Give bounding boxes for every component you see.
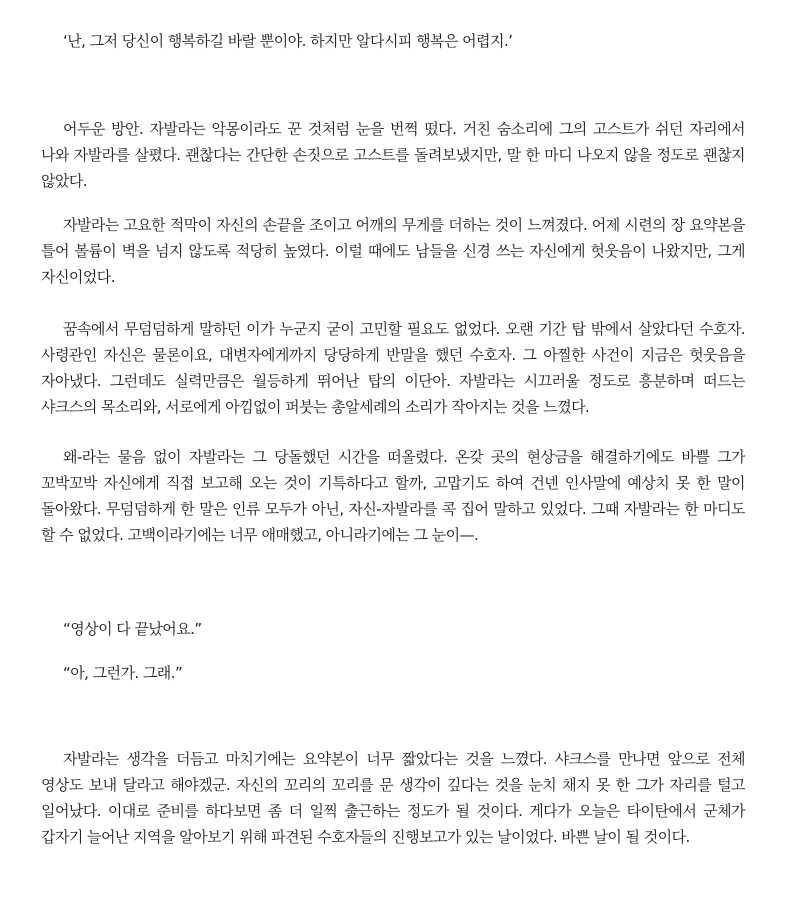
paragraph: 자발라는 생각을 더듬고 마치기에는 요약본이 너무 짧았다는 것을 느꼈다. 샤크스를 만나면 앞으로 전체 영상도 보내 달라고 해야겠군. 자신의 꼬리의 꼬리를 문 생각이 깊다는 것을 눈치 채지 못 한 그가 자리를 털고 일어났다. 이대로 준비를 하다보면 좀 더 일찍 출근하는 정도가 될 것이다. 게다가 오늘은 타이탄에서 군체가 갑자기 늘어난 지역을 알아보기 위해 파견된 수호자들의 진행보고가 있는 날이었다. 바쁜 날이 될 것이다. xyxy=(41,750,745,846)
paragraph: 왜-라는 물음 없이 자발라는 그 당돌했던 시간을 떠올렸다. 온갖 곳의 현상금을 해결하기에도 바쁠 그가 꼬박꼬박 자신에게 직접 보고해 오는 것이 기특하다고 할까, 고맙기도 하여 건넨 인사말에 예상치 못 한 말이 돌아왔다. 무덤덤하게 한 말은 인류 모두가 아닌, 자신-자발라를 콕 집어 말하고 있었다. 그때 자발라는 한 마디도 할 수 없었다. 고백이라기에는 너무 애매했고, 아니라기에는 그 눈이—. xyxy=(41,448,745,544)
paragraph-quote: ‘난, 그저 당신이 행복하길 바랄 뿐이야. 하지만 알다시피 행복은 어렵지.’ xyxy=(63,32,513,50)
paragraph: 자발라는 고요한 적막이 자신의 손끝을 조이고 어깨의 무게를 더하는 것이 느껴졌다. 어제 시련의 장 요약본을 틀어 볼륨이 벽을 넘지 않도록 적당히 높였다. 이럴 때에도 남들을 신경 쓰는 자신에게 헛웃음이 나왔지만, 그게 자신이었다. xyxy=(41,216,745,286)
paragraph: 어두운 방안. 자발라는 악몽이라도 꾼 것처럼 눈을 번쩍 떴다. 거친 숨소리에 그의 고스트가 쉬던 자리에서 나와 자발라를 살폈다. 괜찮다는 간단한 손짓으로 고스트를 돌려보냈지만, 말 한 마디 나오지 않을 정도로 괜찮지 않았다. xyxy=(41,120,745,190)
dialogue-line: “영상이 다 끝났어요.” xyxy=(63,620,202,638)
paragraph: 꿈속에서 무덤덤하게 말하던 이가 누군지 굳이 고민할 필요도 없었다. 오랜 기간 탑 밖에서 살았다던 수호자. 사령관인 자신은 물론이요, 대변자에게까지 당당하게 반말을 했던 수호자. 그 아찔한 사건이 지금은 헛웃음을 자아냈다. 그런데도 실력만큼은 월등하게 뛰어난 탑의 이단아. 자발라는 시끄러울 정도로 흥분하며 떠드는 샤크스의 목소리와, 서로에게 아낌없이 퍼붓는 총알세례의 소리가 작아지는 것을 느꼈다. xyxy=(41,320,745,416)
dialogue-line: “아, 그런가. 그래.” xyxy=(63,664,183,682)
